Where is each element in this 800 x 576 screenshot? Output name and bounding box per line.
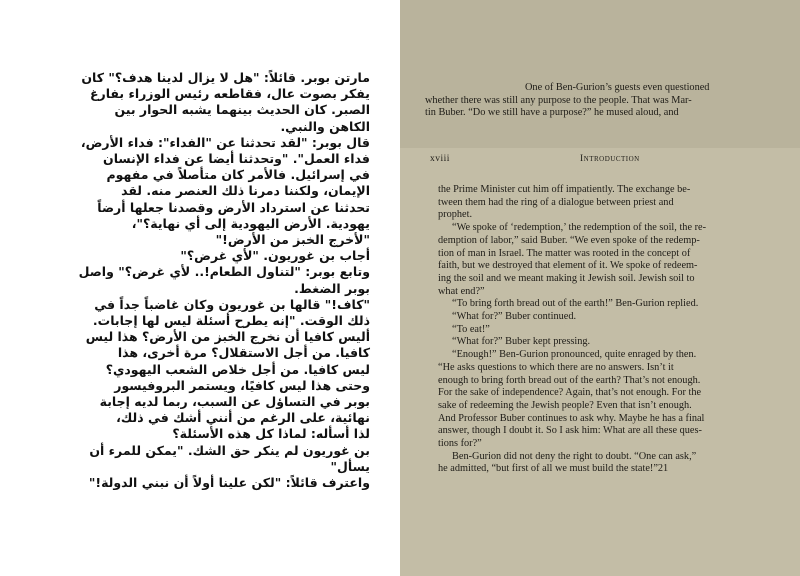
page-body-text [438, 184, 762, 476]
scan-line: And Professor Buber continues to ask why. Maybe he has a final [438, 412, 705, 424]
arabic-line: وحتى هذا ليس كافيًا، ويستمر البروفيسور [114, 377, 370, 393]
scan-line: tions for?” [438, 438, 482, 450]
arabic-line: ليس كافيا. من أجل خلاص الشعب اليهودي؟ [105, 361, 370, 377]
scan-line: prophet. [438, 209, 473, 221]
scan-line: ing the soil and we meant making it Jewish soil. Jewish soil to [438, 272, 695, 284]
arabic-line: في إسرائيل. فالأمر كان متأصلاً في مفهوم [106, 167, 370, 183]
scan-line: “We spoke of ‘redemption,’ the redemption of the soil, the re- [452, 222, 707, 234]
scan-line: “What for?” Buber continued. [452, 311, 577, 323]
arabic-line: يفكر بصوت عال، فقاطعه رئيس الوزراء بفارغ [89, 86, 370, 102]
arabic-line: كافيا. من أجل الاستقلال؟ مرة أخرى، هذا [117, 345, 370, 361]
scan-line: sake of redeeming the Jewish people? Even that isn’t enough. [438, 399, 692, 411]
scan-line: “He asks questions to which there are no answers. Isn’t it [438, 361, 674, 373]
arabic-line: واعترف قائلاً: "لكن علينا أولاً أن نبني الدولة!" [88, 475, 370, 491]
scan-line: One of Ben-Gurion’s guests even questioned [525, 82, 710, 93]
arabic-line: فداء العمل". "وتحدثنا أيضا عن فداء الإنسان [103, 151, 370, 167]
arabic-line: وتابع بوبر: "لتناول الطعام!.. لأي غرض؟" واصل [78, 264, 370, 280]
scan-line: answer, though I doubt it. So I ask him: What are all these ques- [438, 425, 702, 437]
arabic-line: ذلك الوقت. "إنه يطرح أسئلة ليس لها إجابات. [92, 313, 370, 329]
scan-line: “To eat!” [452, 323, 490, 335]
arabic-line: مارتن بوبر. قائلاً: "هل لا يزال لدينا هدف؟" كان [81, 70, 370, 85]
arabic-line: أجاب بن غوريون. "لأي غرض؟" [180, 248, 370, 264]
running-head: Introduction [580, 154, 640, 164]
scan-line: whether there was still any purpose to the people. That was Mar- [425, 94, 692, 106]
arabic-line: الإيمان، ولكننا دمرنا ذلك العنصر منه. لقد [121, 183, 370, 199]
arabic-line: أليس كافيا أن نخرج الخبز من الأرض؟ هذا ليس [85, 329, 370, 345]
scan-line: Ben-Gurion did not deny the right to doubt. “One can ask,” [452, 450, 697, 462]
arabic-line: نهائية، على الرغم من أنني أشك في ذلك، [116, 410, 370, 426]
arabic-line: قال بوبر: "لقد تحدثنا عن "الفداء": فداء الأرض، [80, 134, 370, 150]
page-header [430, 153, 760, 167]
scan-line: tion of man in Israel. The matter was rooted in the concept of [438, 247, 691, 259]
scan-line: what end?” [438, 285, 485, 297]
arabic-line: بوبر في التساؤل عن السبب، ربما لديه إجابة [99, 394, 370, 410]
scan-line: “To bring forth bread out of the earth!” Ben-Gurion replied. [452, 298, 699, 310]
scan-line: demption of labor,” said Buber. “We even spoke of the redemp- [438, 234, 700, 246]
arabic-line: بوبر الضغط. [294, 280, 370, 296]
scan-line: tin Buber. “Do we still have a purpose?” he mused aloud, and [425, 107, 679, 119]
arabic-line: يهودية. الأرض اليهودية إلى أي نهاية؟"، [131, 215, 370, 231]
scan-line: For the sake of independence? Again, that’s not enough. For the [438, 387, 702, 399]
scan-line: “Enough!” Ben-Gurion pronounced, quite enraged by then. [452, 349, 697, 361]
arabic-line: لذا أسأله: لماذا كل هذه الأسئلة؟ [172, 426, 370, 442]
previous-page-text [425, 82, 757, 120]
scan-line: enough to bring forth bread out of the earth? That’s not enough. [438, 374, 701, 386]
arabic-line: الصبر. كان الحديث بينهما يشبه الحوار بين [114, 102, 370, 118]
scan-line: “What for?” Buber kept pressing. [452, 336, 591, 348]
scan-line: the Prime Minister cut him off impatiently. The exchange be- [438, 184, 691, 195]
arabic-line: "كاف!" قالها بن غوريون وكان غاضباً جداً في [94, 296, 370, 312]
arabic-translation-text [20, 70, 370, 491]
scanned-book-page [400, 0, 800, 576]
arabic-line: بن غوريون لم ينكر حق الشك. "يمكن للمرء أن [89, 442, 370, 458]
scan-line: faith, but we destroyed that element of it. We spoke of redeem- [438, 260, 698, 272]
arabic-line: تحدثنا عن استرداد الأرض وقصدنا جعلها أرضاً [97, 199, 370, 215]
arabic-line: الكاهن والنبي. [280, 118, 370, 134]
arabic-line: يسأل" [330, 458, 370, 474]
scan-line: tween them had the ring of a dialogue between priest and [438, 196, 674, 208]
arabic-line: "لأخرج الخبز من الأرض!" [215, 232, 370, 248]
page-number: xviii [430, 154, 450, 164]
scan-line: he admitted, “but first of all we must build the state!”21 [438, 463, 669, 475]
previous-page-fragment [400, 0, 800, 148]
